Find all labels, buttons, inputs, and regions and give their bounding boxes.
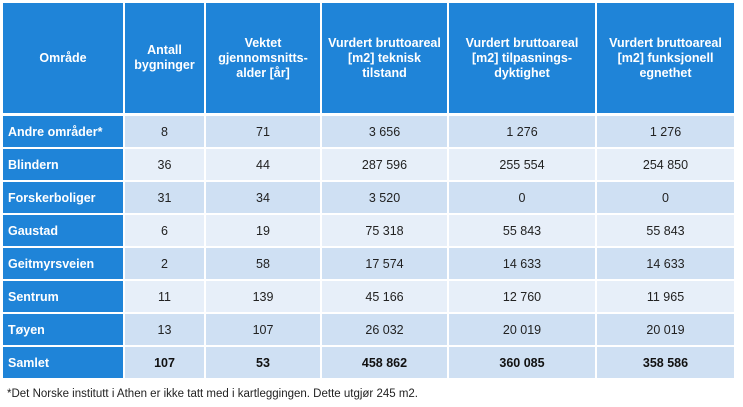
cell-adaptability: 255 554 (449, 149, 597, 182)
cell-adaptability: 55 843 (449, 215, 597, 248)
cell-adaptability: 0 (449, 182, 597, 215)
cell-weighted-age: 19 (206, 215, 322, 248)
total-adaptability: 360 085 (449, 347, 597, 380)
table-row (3, 314, 734, 347)
cell-building-count: 6 (125, 215, 206, 248)
cell-functional-suitability: 14 633 (597, 248, 734, 281)
header-functional-suitability: Vurdert bruttoareal [m2] funksjonell egnethet (597, 3, 734, 116)
cell-functional-suitability: 11 965 (597, 281, 734, 314)
cell-weighted-age: 107 (206, 314, 322, 347)
cell-weighted-age: 34 (206, 182, 322, 215)
header-area: Område (3, 3, 125, 116)
footnote: *Det Norske institutt i Athen er ikke tatt med i kartleggingen. Dette utgjør 245 m2. (7, 388, 419, 400)
total-weighted-age: 53 (206, 347, 322, 380)
area-table (3, 3, 734, 380)
header-row (3, 3, 734, 116)
table-row (3, 215, 734, 248)
header-technical-condition: Vurdert bruttoareal [m2] teknisk tilstand (322, 3, 449, 116)
cell-building-count: 11 (125, 281, 206, 314)
cell-technical-condition: 3 656 (322, 116, 449, 149)
total-building-count: 107 (125, 347, 206, 380)
cell-weighted-age: 71 (206, 116, 322, 149)
cell-functional-suitability: 20 019 (597, 314, 734, 347)
row-area-name: Andre områder* (3, 116, 125, 149)
row-area-name: Sentrum (3, 281, 125, 314)
total-functional-suitability: 358 586 (597, 347, 734, 380)
row-area-name: Geitmyrsveien (3, 248, 125, 281)
cell-functional-suitability: 55 843 (597, 215, 734, 248)
table-row (3, 182, 734, 215)
cell-technical-condition: 75 318 (322, 215, 449, 248)
header-weighted-age: Vektet gjennomsnitts-alder [år] (206, 3, 322, 116)
header-adaptability: Vurdert bruttoareal [m2] tilpasnings-dyktighet (449, 3, 597, 116)
cell-adaptability: 1 276 (449, 116, 597, 149)
row-area-name: Forskerboliger (3, 182, 125, 215)
cell-adaptability: 12 760 (449, 281, 597, 314)
cell-technical-condition: 3 520 (322, 182, 449, 215)
cell-technical-condition: 17 574 (322, 248, 449, 281)
cell-weighted-age: 139 (206, 281, 322, 314)
cell-building-count: 2 (125, 248, 206, 281)
cell-adaptability: 14 633 (449, 248, 597, 281)
cell-building-count: 36 (125, 149, 206, 182)
table-row (3, 281, 734, 314)
header-building-count: Antall bygninger (125, 3, 206, 116)
total-technical-condition: 458 862 (322, 347, 449, 380)
total-row (3, 347, 734, 380)
cell-functional-suitability: 1 276 (597, 116, 734, 149)
cell-weighted-age: 44 (206, 149, 322, 182)
table-row (3, 149, 734, 182)
cell-building-count: 31 (125, 182, 206, 215)
row-area-name: Tøyen (3, 314, 125, 347)
cell-technical-condition: 287 596 (322, 149, 449, 182)
cell-building-count: 13 (125, 314, 206, 347)
cell-weighted-age: 58 (206, 248, 322, 281)
cell-building-count: 8 (125, 116, 206, 149)
row-area-name: Gaustad (3, 215, 125, 248)
table-row (3, 116, 734, 149)
area-table-container (3, 3, 734, 380)
cell-functional-suitability: 0 (597, 182, 734, 215)
cell-functional-suitability: 254 850 (597, 149, 734, 182)
row-area-name: Blindern (3, 149, 125, 182)
cell-technical-condition: 45 166 (322, 281, 449, 314)
total-label: Samlet (3, 347, 125, 380)
cell-technical-condition: 26 032 (322, 314, 449, 347)
table-row (3, 248, 734, 281)
cell-adaptability: 20 019 (449, 314, 597, 347)
